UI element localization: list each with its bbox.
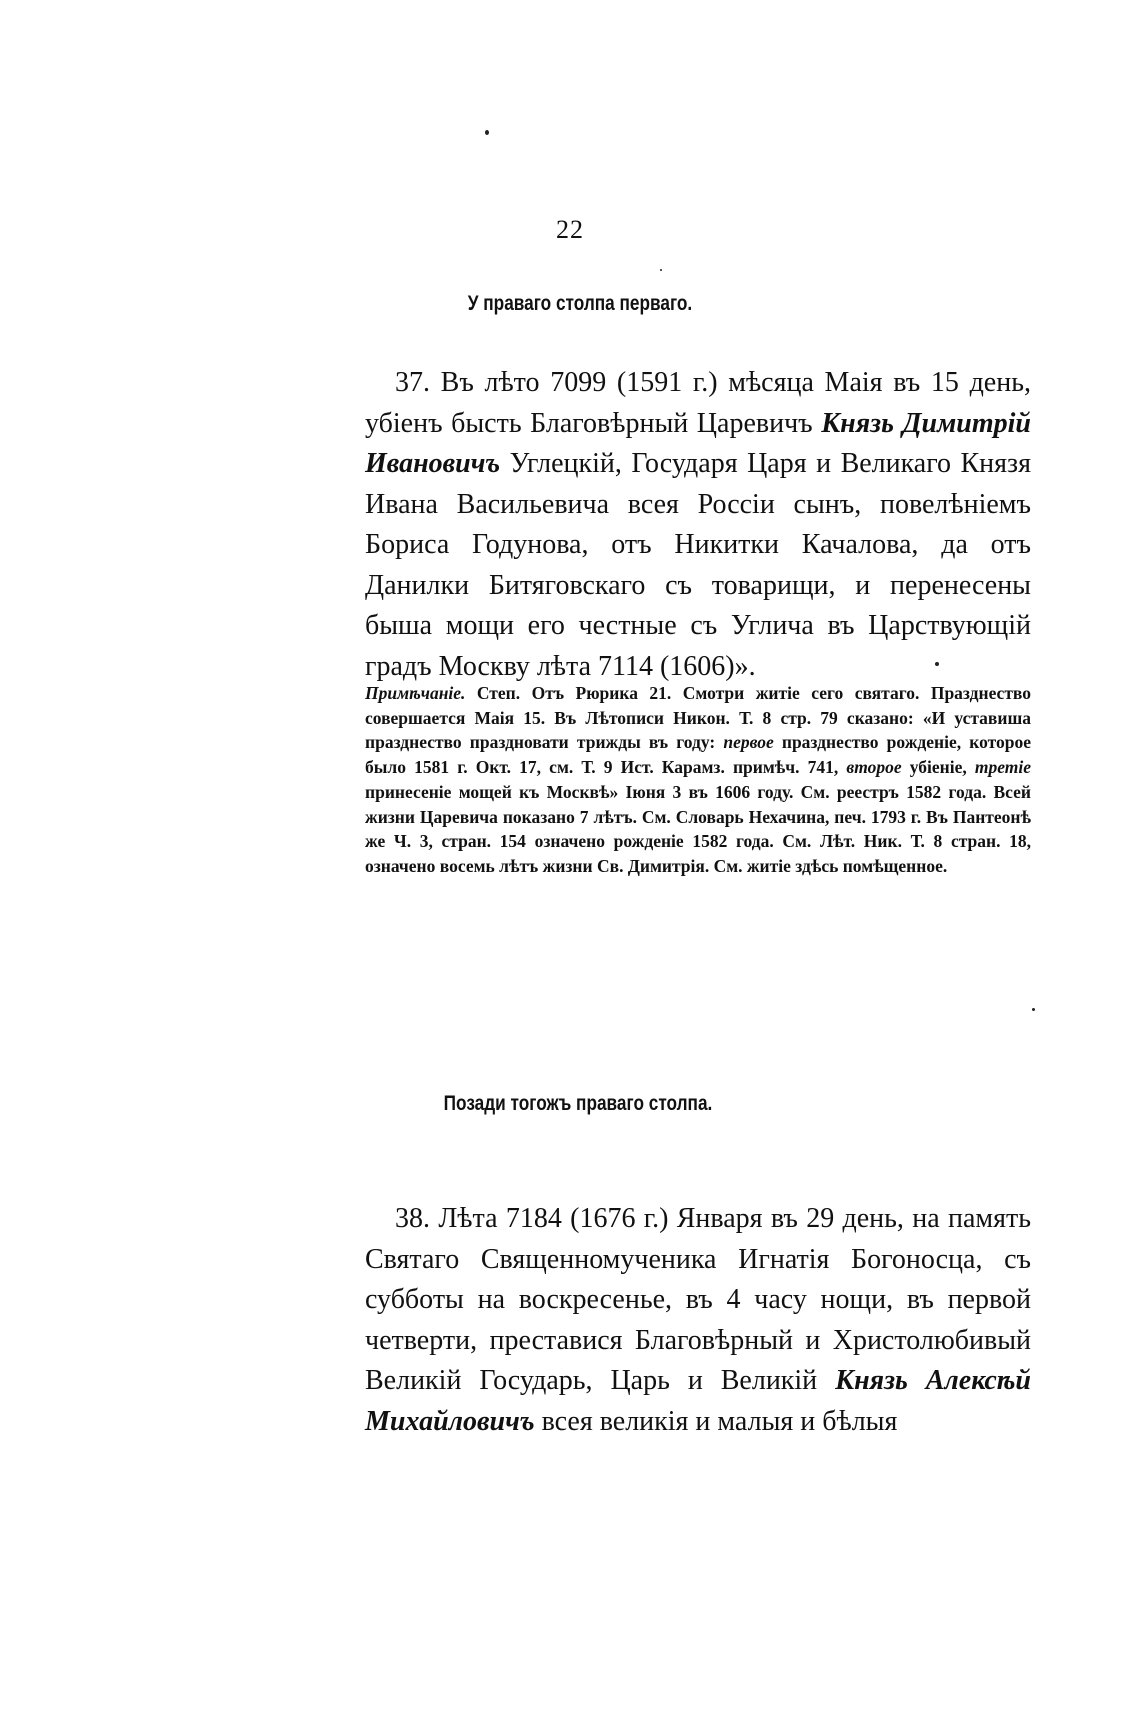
- section-heading-first: У праваго столпа перваго.: [467, 292, 693, 315]
- note-part-2: празднество рожденіе, которое было 1581 г. Окт. 17, см. Т. 9 Ист. Карамз. примѣч. 741,: [365, 732, 1031, 778]
- entry-37-name: Князь Димитрій Ивановичъ: [365, 407, 1032, 479]
- entry-38-rest: всея великія и малыя и бѣлыя: [534, 1405, 898, 1437]
- note-part-3: убіеніе,: [901, 757, 975, 778]
- entry-38-name: Князь Алексѣй Михайловичъ: [365, 1365, 1031, 1437]
- note-37: [365, 681, 1031, 879]
- note-part-4: принесеніе мощей къ Москвѣ» Іюня 3 въ 1606 году. См. реестръ 1582 года. Всей жизни Царевича показано 7 лѣтъ. См. Словарь Нехачина, печ. 1793 г. Въ Пантеонѣ же Ч. 3, стран. 154 означено рожденіе 1582 года. См. Лѣт. Ник. Т. 8 стран. 18, означено восемь лѣтъ жизни Св. Димитрія. См. житіе здѣсь помѣщенное.: [365, 781, 1031, 876]
- print-speck: [660, 269, 662, 271]
- entry-38-paragraph: [365, 1199, 1031, 1442]
- note-third-word: третіе: [974, 757, 1031, 778]
- note-second-word: второе: [846, 757, 902, 778]
- section-heading-second: Позади тогожъ праваго столпа.: [443, 1092, 713, 1115]
- entry-38-lead: 38. Лѣта 7184 (1676 г.) Января въ 29 день, на память Святаго Священномученика Игнатія Богоносца, съ субботы на воскресенье, въ 4 часу нощи, въ первой четверти, преставися Благовѣрный и Христолюбивый Великій Государь, Царь и Великій: [365, 1203, 1031, 1396]
- print-speck: [485, 130, 489, 135]
- entry-38-text: [365, 1199, 1031, 1442]
- entry-37-paragraph: [365, 363, 1031, 687]
- entry-37-rest: Углецкій, Государя Царя и Великаго Князя Ивана Васильевича всея Россіи сынъ, повелѣніемъ Бориса Годунова, отъ Никитки Качалова, да отъ Данилки Битяговскаго съ товарищи, и перенесены быша мощи его честные съ Углича въ Царствующій градъ Москву лѣта 7114 (1606)».: [365, 448, 1031, 682]
- entry-37-text: [365, 363, 1031, 687]
- entry-37-lead: 37. Въ лѣто 7099 (1591 г.) мѣсяца Маія въ 15 день, убіенъ бысть Благовѣрный Царевичъ: [365, 367, 1031, 439]
- note-part-1: Степ. Отъ Рюрика 21. Смотри житіе сего святаго. Празднество совершается Маія 15. Въ Лѣтописи Никон. Т. 8 стр. 79 сказано: «И уставиша празднество праздновати трижды въ году:: [365, 683, 1031, 753]
- note-label: Примѣчаніе.: [365, 683, 466, 703]
- print-speck: [935, 662, 939, 666]
- page-number: 22: [556, 215, 584, 244]
- print-speck: [1032, 1008, 1035, 1011]
- note-first-word: первое: [723, 732, 774, 753]
